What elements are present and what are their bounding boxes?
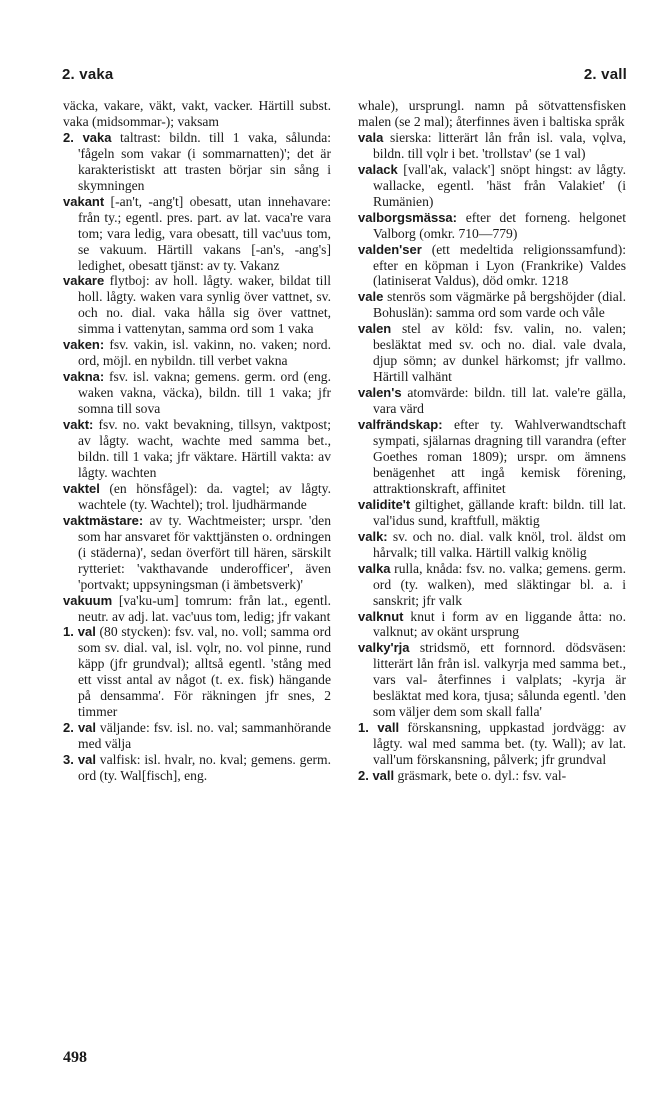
entry-definition: rulla, knåda: fsv. no. valka; gemens. germ. ord (ty. walken), med släktingar bl. a. i sanskrit; jfr valk (373, 560, 626, 608)
entry-headword: 2. val (63, 720, 97, 736)
entry-definition: sierska: litterärt lån från isl. vala, vǫlva, bildn. till vǫlr i bet. 'trollstav' (se 1 val) (373, 129, 626, 161)
entry-headword: vale (358, 289, 384, 305)
entry-headword: valen's (358, 385, 402, 401)
entry-definition: efter ty. Wahlverwandtschaft sympati, själarnas dragning till varandra (efter Goethes roman 1809); urspr. om ämnens benägenhet att ingå kemisk förening, attraktionskraft, affinitet (373, 417, 626, 496)
dictionary-entry (63, 752, 331, 784)
entry-headword: vakuum (63, 592, 113, 608)
entry-headword: vaken: (63, 337, 105, 353)
entry-headword: valka (358, 560, 391, 576)
entry-headword: valknut (358, 608, 404, 624)
dictionary-entry (63, 593, 331, 625)
entry-definition: väljande: fsv. isl. no. val; sammanhörande med välja (78, 720, 331, 752)
entry-definition: förskansning, uppkastad jordvägg: av lågty. wal med samma bet. (ty. Wall); av lat. vall'um förskansning, pålverk; jfr grundval (373, 720, 627, 768)
entry-headword: valden'ser (358, 241, 422, 257)
dictionary-entry (63, 369, 331, 417)
entry-definition: gräsmark, bete o. dyl.: fsv. val- (397, 768, 567, 784)
entry-headword: vakant (63, 193, 105, 209)
entry-definition: sv. och no. dial. valk knöl, trol. äldst om hårvalk; till valka. Härtill valkig knölig (373, 528, 626, 560)
entry-definition: fsv. isl. vakna; gemens. germ. ord (eng. waken vakna, väcka), bildn. till 1 vaka; jfr somna till sova (78, 369, 331, 417)
entry-headword: valen (358, 321, 392, 337)
entry-headword: 1. val (63, 624, 96, 640)
dictionary-entry (358, 417, 626, 497)
dictionary-entry (358, 385, 626, 417)
entry-definition: fsv. vakin, isl. vakinn, no. vaken; nord. ord, möjl. en nybildn. till verbet vakna (78, 337, 331, 369)
dictionary-entry (358, 130, 626, 162)
entry-headword: 2. vaka (63, 129, 112, 145)
entry-definition: väcka, vakare, väkt, vakt, vacker. Härtill subst. vaka (midsommar-); vaksam (63, 98, 331, 129)
dictionary-entry (63, 273, 331, 337)
entry-headword: valky'rja (358, 640, 410, 656)
dictionary-entry (63, 513, 331, 593)
entry-definition: flytboj: av holl. lågty. waker, bildat till holl. lågty. waken vara synlig över vattnet, sv. och no. dial. vaka hålla sig över vattnet, simma i vattenytan, samma ord som 1 vaka (78, 273, 331, 337)
dictionary-entry (358, 289, 626, 321)
entry-definition: [-an't, -ang't] obesatt, utan innehavare: från ty.; egentl. pres. part. av lat. vaca're vara tom; vara ledig, vara obesatt, till vac'uus tom, se vakuum. Härtill vakans [-an's, -ang's] ledighet, obesatt tjänst: av ty. Vakanz (78, 193, 332, 273)
entry-definition: stel av köld: fsv. valin, no. valen; besläktat med sv. och no. dial. vale dvala, djup sömn; av dunkel härkomst; jfr vallmo. Härtill valhänt (373, 321, 626, 385)
entry-headword: valack (358, 161, 398, 177)
entry-headword: 3. val (63, 752, 96, 768)
dictionary-entry (358, 561, 626, 609)
running-head-left: 2. vaka (62, 66, 114, 83)
entry-definition: efter det forneng. helgonet Valborg (omkr. 710—779) (373, 209, 626, 241)
entry-headword: vakna: (63, 369, 105, 385)
dictionary-entry (63, 417, 331, 481)
entry-continuation (358, 98, 626, 130)
entry-definition: stenrös som vägmärke på bergshöjder (dial. Bohuslän): samma ord som varde och våle (373, 289, 626, 321)
entry-headword: valfrändskap: (358, 417, 443, 433)
dictionary-entry (358, 242, 626, 290)
dictionary-entry (63, 194, 331, 274)
entry-definition: (en hönsfågel): da. vagtel; av lågty. wachtele (ty. Wachtel); trol. ljudhärmande (78, 480, 331, 512)
entry-continuation (63, 98, 331, 130)
entry-definition: [vall'ak, valack'] snöpt hingst: av lågty. wallacke, egentl. 'häst från Valakiet' (i Rumänien) (373, 161, 626, 209)
dictionary-entry (358, 529, 626, 561)
left-column (63, 98, 331, 784)
dictionary-entry (358, 720, 626, 768)
dictionary-entry (358, 210, 626, 242)
entry-headword: vaktel (63, 480, 100, 496)
entry-headword: validite't (358, 496, 411, 512)
entry-definition: fsv. no. vakt bevakning, tillsyn, vaktpost; av lågty. wacht, wachte med samma bet., bildn. till 1 vaka; jfr väktare. Härtill vakta: av lågty. wachten (78, 417, 331, 480)
entry-headword: vaktmästare: (63, 512, 144, 528)
entry-headword: vakare (63, 273, 105, 289)
entry-headword: valk: (358, 528, 388, 544)
entry-headword: 1. vall (358, 720, 400, 736)
dictionary-entry (358, 497, 626, 529)
entry-definition: knut i form av en liggande åtta: no. valknut; av okänt ursprung (373, 608, 626, 640)
entry-definition: giltighet, gällande kraft: bildn. till lat. val'idus sund, kraftfull, mäktig (373, 496, 626, 528)
dictionary-entry (358, 640, 626, 720)
dictionary-entry (358, 768, 626, 784)
entry-definition: valfisk: isl. hvalr, no. kval; gemens. germ. ord (ty. Wal[fisch], eng. (78, 752, 331, 784)
entry-definition: whale), ursprungl. namn på sötvattensfisken malen (se 2 mal); återfinnes även i baltiska språk (358, 98, 626, 129)
entry-definition: [va'ku-um] tomrum: från lat., egentl. neutr. av adj. lat. vac'uus tom, ledig; jfr vakant (78, 592, 331, 624)
right-column (358, 98, 626, 784)
dictionary-entry (63, 337, 331, 369)
page-number: 498 (63, 1049, 87, 1066)
entry-definition: taltrast: bildn. till 1 vaka, sålunda: 'fågeln som vakar (i sommarnatten)'; det är karakteristiskt att trasten börjar sin sång i skymningen (78, 129, 332, 193)
dictionary-entry (63, 720, 331, 752)
dictionary-entry (358, 162, 626, 210)
entry-headword: vala (358, 129, 384, 145)
entry-headword: vakt: (63, 417, 94, 433)
entry-headword: valborgsmässa: (358, 209, 457, 225)
entry-definition: (80 stycken): fsv. val, no. voll; samma ord som sv. dial. val, isl. vǫlr, no. vol pinne, rund käpp (jfr grundval); alltså egentl. 'stång med ett visst antal av något (t. ex. fisk) hängande på densamma'. För räkningen jfr snes, 2 timmer (78, 624, 331, 720)
running-head-right: 2. vall (583, 66, 627, 83)
entry-definition: av ty. Wachtmeister; urspr. 'den som har ansvaret för vakttjänsten o. ordningen (i städerna)', sedan överfört till hären, särskilt rytteriet: 'vakthavande underofficer', även 'portvakt; uppsyningsman (i ämbetsverk)' (78, 512, 331, 592)
dictionary-entry (358, 609, 626, 641)
dictionary-entry (63, 624, 331, 720)
dictionary-entry (63, 481, 331, 513)
dictionary-entry (358, 321, 626, 385)
entry-definition: (ett medeltida religionssamfund): efter en köpman i Lyon (Frankrike) Valdes (latiniserat Valdus), död omkr. 1218 (373, 241, 626, 289)
entry-definition: stridsmö, ett fornnord. dödsväsen: litterärt lån från isl. valkyrja med samma bet., vars val- återfinnes i valplats; -kyrja är besläktat med kora, tjusa; sålunda egentl. 'den som väljer dem som skall falla' (373, 640, 626, 720)
entry-definition: atomvärde: bildn. till lat. vale're gälla, vara värd (373, 385, 626, 417)
entry-headword: 2. vall (358, 768, 395, 784)
dictionary-entry (63, 130, 331, 194)
